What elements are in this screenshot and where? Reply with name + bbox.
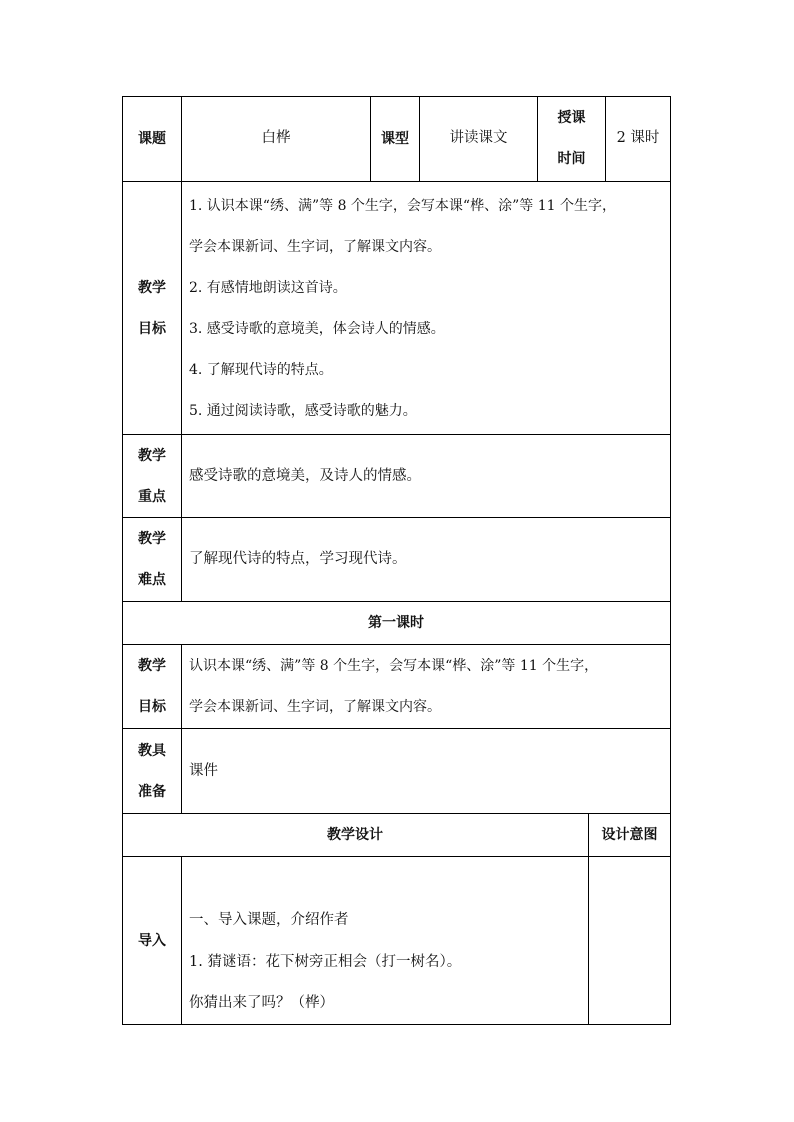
intro-content xyxy=(182,857,588,1024)
goals-label xyxy=(122,182,182,434)
lesson-goals-line: 认识本课“绣、满”等 8 个生字，会写本课“桦、涂”等 11 个生字， xyxy=(189,658,599,674)
difficulties-label-line2: 难点 xyxy=(138,572,166,588)
intent-header: 设计意图 xyxy=(601,827,658,843)
intro-line: 一、导入课题，介绍作者 xyxy=(189,912,349,928)
goals-line: 4. 了解现代诗的特点。 xyxy=(189,361,333,378)
tools-label-line1: 教具 xyxy=(138,742,166,759)
type-value: 讲读课文 xyxy=(449,130,508,147)
goals-line: 3. 感受诗歌的意境美，体会诗人的情感。 xyxy=(189,320,445,337)
key-points-text: 感受诗歌的意境美，及诗人的情感。 xyxy=(189,467,421,484)
key-points-content xyxy=(182,435,670,517)
lesson-goals-label-line1: 教学 xyxy=(138,658,166,674)
difficulties-label-line1: 教学 xyxy=(138,531,166,547)
difficulties-text: 了解现代诗的特点，学习现代诗。 xyxy=(189,551,407,568)
intro-label: 导入 xyxy=(138,932,166,949)
lesson-goals-content xyxy=(182,645,670,728)
goals-line: 学会本课新词、生字词，了解课文内容。 xyxy=(189,238,441,255)
goals-label-line1: 教学 xyxy=(138,279,166,296)
tools-value: 课件 xyxy=(189,762,218,779)
key-points-label-line1: 教学 xyxy=(138,447,166,464)
goals-content xyxy=(182,182,670,434)
table-border-right xyxy=(670,96,671,1025)
intro-intent-cell xyxy=(589,857,670,1024)
intro-line: 你猜出来了吗？（桦） xyxy=(189,995,334,1011)
intro-line: 1. 猜谜语：花下树旁正相会（打一树名）。 xyxy=(189,953,462,970)
tools-label-line2: 准备 xyxy=(138,783,166,800)
hours-label-line1: 授课 xyxy=(557,110,586,126)
goals-label-line2: 目标 xyxy=(138,320,166,337)
difficulties-label xyxy=(122,518,182,601)
hours-label-line2: 时间 xyxy=(557,151,586,167)
lesson-title: 第一课时 xyxy=(368,615,424,631)
goals-line: 2. 有感情地朗读这首诗。 xyxy=(189,279,347,296)
key-points-label-line2: 重点 xyxy=(138,488,166,505)
tools-label xyxy=(122,729,182,813)
hours-value: 2 课时 xyxy=(616,130,660,147)
topic-value: 白桦 xyxy=(261,130,291,147)
lesson-goals-label-line2: 目标 xyxy=(138,699,166,715)
type-label: 课型 xyxy=(381,130,409,147)
goals-line: 1. 认识本课“绣、满”等 8 个生字，会写本课“桦、涂”等 11 个生字， xyxy=(189,197,616,214)
lesson-plan-table xyxy=(122,96,671,1025)
topic-label: 课题 xyxy=(138,130,166,147)
tools-content xyxy=(182,729,670,813)
design-header: 教学设计 xyxy=(327,827,383,843)
goals-line: 5. 通过阅读诗歌，感受诗歌的魅力。 xyxy=(189,402,417,419)
lesson-goals-label xyxy=(122,645,182,728)
difficulties-content xyxy=(182,518,670,601)
key-points-label xyxy=(122,435,182,517)
hours-label xyxy=(538,96,605,181)
lesson-goals-line: 学会本课新词、生字词，了解课文内容。 xyxy=(189,699,441,715)
